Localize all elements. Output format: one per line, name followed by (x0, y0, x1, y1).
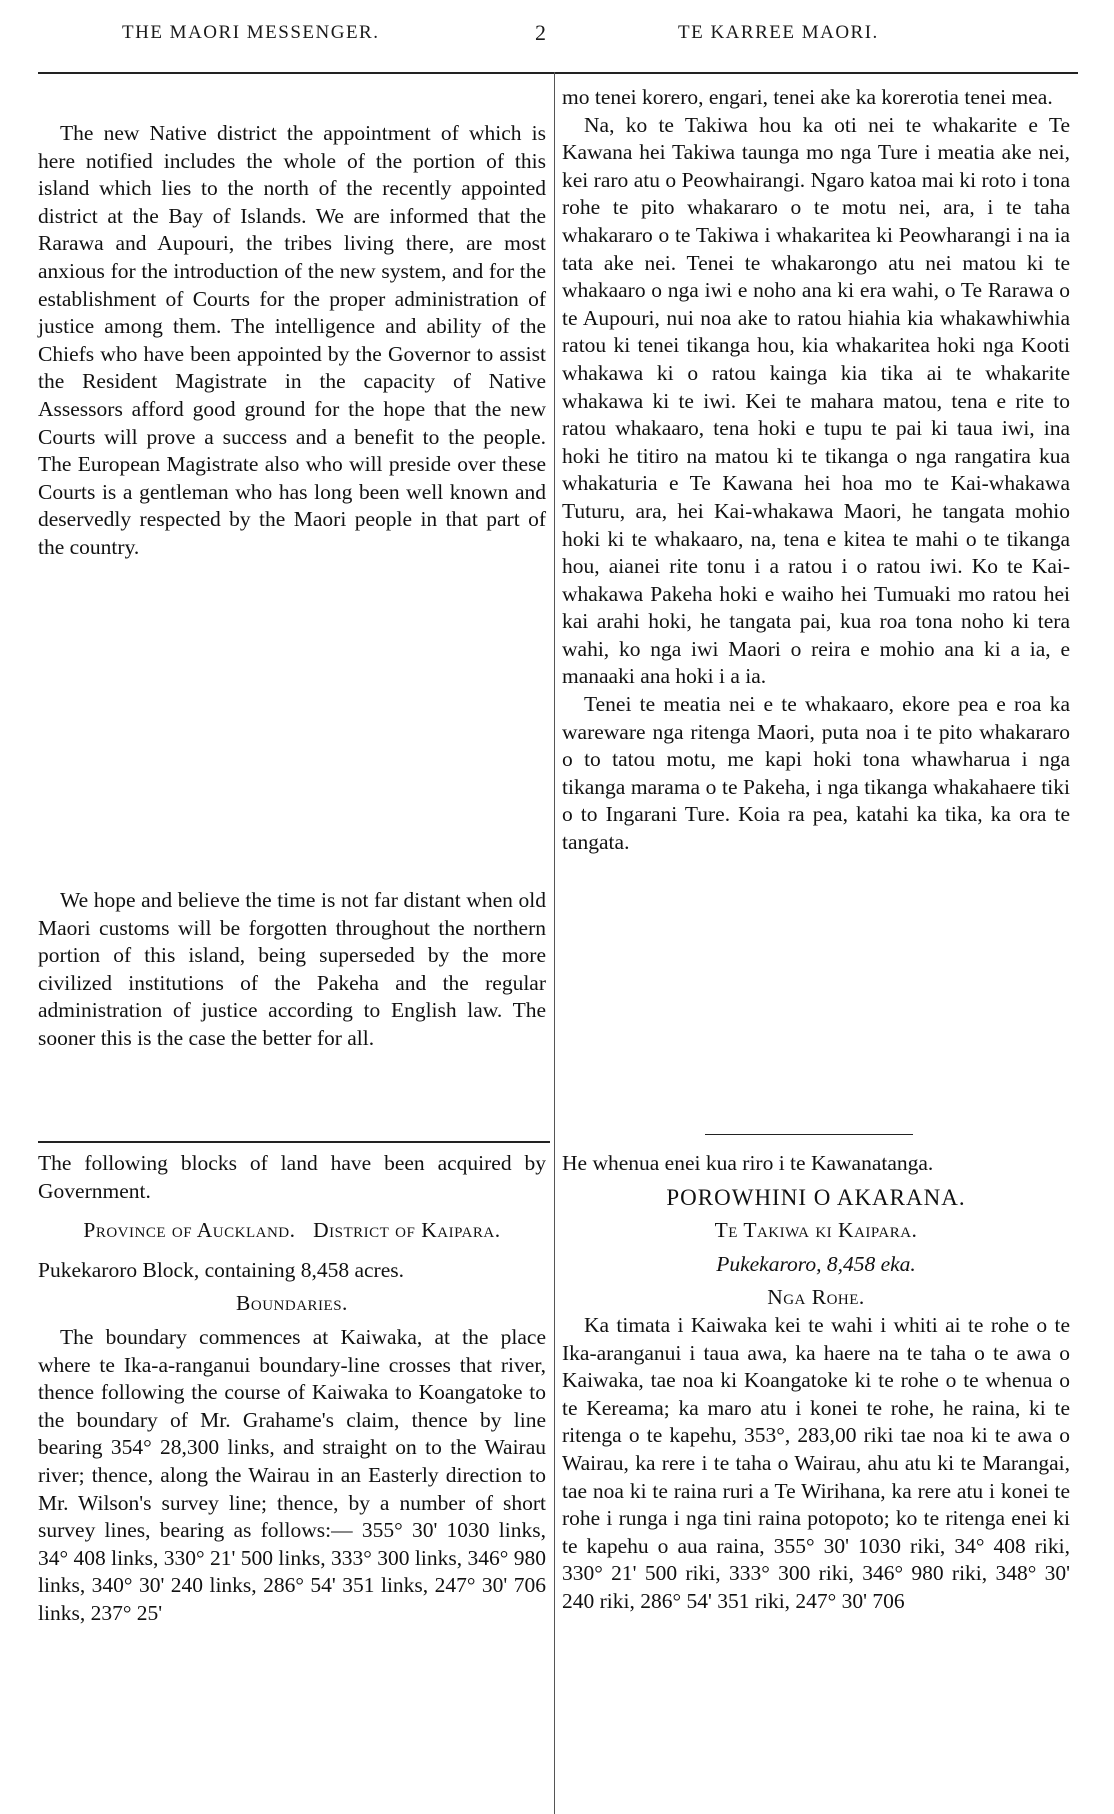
section-rule-left (38, 1141, 550, 1143)
english-land-notice (38, 1150, 546, 1628)
boundaries-heading: Boundaries. (236, 1291, 348, 1316)
maori-editorial-column (562, 84, 1070, 857)
masthead-english: THE MAORI MESSENGER. (122, 22, 380, 43)
page-number: 2 (535, 20, 548, 45)
maori-province-heading: POROWHINI O AKARANA. (666, 1184, 966, 1210)
maori-district-heading: Te Takiwa ki Kaipara. (714, 1218, 918, 1243)
district-label: District of Kaipara. (313, 1218, 501, 1243)
boundaries-text: The boundary commences at Kaiwaka, at the place where te Ika-a-ranganui boundary-line crosses that river, thence following the course of Kaiwaka to Koangatoke to the boundary of Mr. Grahame's claim, thence by line bearing 354° 28,300 links, and straight on to the Wairau river; thence, along the Wairau in an Easterly direction to Mr. Wilson's survey line; thence, by a number of short survey lines, bearing as follows:— 355° 30' 1030 links, 34° 408 links, 330° 21' 500 links, 333° 300 links, 346° 980 links, 340° 30' 240 links, 286° 54' 351 links, 247° 30' 706 links, 237° 25' (38, 1324, 546, 1625)
maori-boundaries-text: Ka timata i Kaiwaka kei te wahi i whiti ai te rohe o te Ika-aranganui i taua awa, ka haere na te taha o te awa o Kaiwaka, tae noa ki Koangatoke ki te rohe o te whenua o te Kereama; ka maro atu i konei te rohe, he raina, ki te ritenga o te kapehu, 353°, 283,00 riki tae noa ki te awa o Wairau, ka rere i te taha o Wairau, ahu atu ki te Marangai, tae noa ki te raina ruri a Te Wirihana, ka rere atu i konei te rohe i runga i nga tini raina potopoto; ko te ritenga enei ki te kapehu o aua raina, 355° 30' 1030 riki, 34° 408 riki, 330° 21' 500 riki, 333° 300 riki, 346° 980 riki, 348° 30' 240 riki, 286° 54' 351 riki, 247° 30' 706 (562, 1312, 1070, 1613)
land-intro: The following blocks of land have been acquired by Government. (38, 1151, 546, 1203)
editorial-paragraph-customs: We hope and believe the time is not far distant when old Maori customs will be forgotten throughout the northern portion of this island, being superseded by the more civilized institutions of the Pakeha and the regular administration of justice according to English law. The sooner this is the case the better for all. (38, 888, 546, 1050)
maori-paragraph-district: Na, ko te Takiwa hou ka oti nei te whakarite e Te Kawana hei Takiwa taunga mo nga Ture i meatia ake nei, kei raro atu o Peowhairangi. Ngaro katoa mai ki roto i tona rohe te pito whakararo o te motu nei, ara, i te taha whakararo o te Takiwa i whakaritea ki Peowharangi i na ia tata ake nei. Tenei te whakarongo atu nei matou ki te whakaaro o nga iwi e noho ana ki era wahi, o Te Rarawa o te Aupouri, nui noa ake to ratou hiahia kia whakawhiwhia ratou ki tenei tikanga hou, kia whakaritea hoki nga Kooti whakawa ki o ratou kainga kia tika ai te whakarite whakawa ki te iwi. Kei te mahara matou, tena e rite to ratou whakaaro, tena hoki e tupu te pai ki taua iwi, ina hoki he titiro na matou ki te tikanga o nga rangatira kua whakaturia e Te Kawana hei hoa mo te Kai-whakawa Tuturu, ara, hei Kai-whakawa Maori, he tangata mohio hoki ki te whakaaro, na, tena e kitea te mahi o te tikanga hou, aianei rite tonu i a ratou i o ratou iwi. Ko te Kai-whakawa Pakeha hoki e waiho hei Tumuaki mo ratou hei kai arahi hoki, he tangata pai, kua roa tona noho ki tera wahi, ko nga iwi Maori o reira e mohio ana ki a ia, e manaaki ana hoki i a ia. (562, 112, 1070, 689)
header-rule (38, 72, 1078, 74)
province-label: Province of Auckland. (83, 1218, 296, 1243)
english-editorial-column-2 (38, 887, 546, 1053)
province-district-heading (38, 1217, 546, 1245)
masthead-maori: TE KARREE MAORI. (678, 22, 879, 43)
maori-paragraph-customs: Tenei te meatia nei e te whakaaro, ekore pea e roa ka wareware nga ritenga Maori, puta noa i te pito whakararo o to tatou motu, me kapi hoki tona whawharua i nga tikanga marama o te Pakeha, i nga tikanga whakahaere tiki o to Ingarani Ture. Koia ra pea, katahi ka tika, ka ora te tangata. (562, 692, 1070, 855)
maori-block-title: Pukekaroro, 8,458 eka. (716, 1251, 916, 1276)
editorial-paragraph-district: The new Native district the appointment of which is here notified includes the whole of the portion of this island which lies to the north of the recently appointed district at the Bay of Islands. We are informed that the Rarawa and Aupouri, the tribes living there, are most anxious for the introduction of the new system, and for the establishment of Courts for the proper administration of justice among them. The intelligence and ability of the Chiefs who have been appointed by the Governor to assist the Resident Magistrate in the capacity of Native Assessors afford good ground for the hope that the new Courts will prove a success and a benefit to the people. The European Magistrate also who will preside over these Courts is a gentleman who has long been well known and deservedly respected by the Maori people in that part of the country. (38, 121, 546, 559)
block-title: Pukekaroro Block, containing 8,458 acres. (38, 1257, 405, 1282)
column-divider (554, 72, 555, 1814)
maori-continued-paragraph: mo tenei korero, engari, tenei ake ka korerotia tenei mea. (562, 85, 1053, 109)
english-editorial-column (38, 120, 546, 562)
section-rule-right (705, 1134, 913, 1135)
maori-land-intro: He whenua enei kua riro i te Kawanatanga. (562, 1151, 934, 1175)
maori-land-notice (562, 1150, 1070, 1616)
maori-boundaries-heading: Nga Rohe. (767, 1285, 865, 1310)
